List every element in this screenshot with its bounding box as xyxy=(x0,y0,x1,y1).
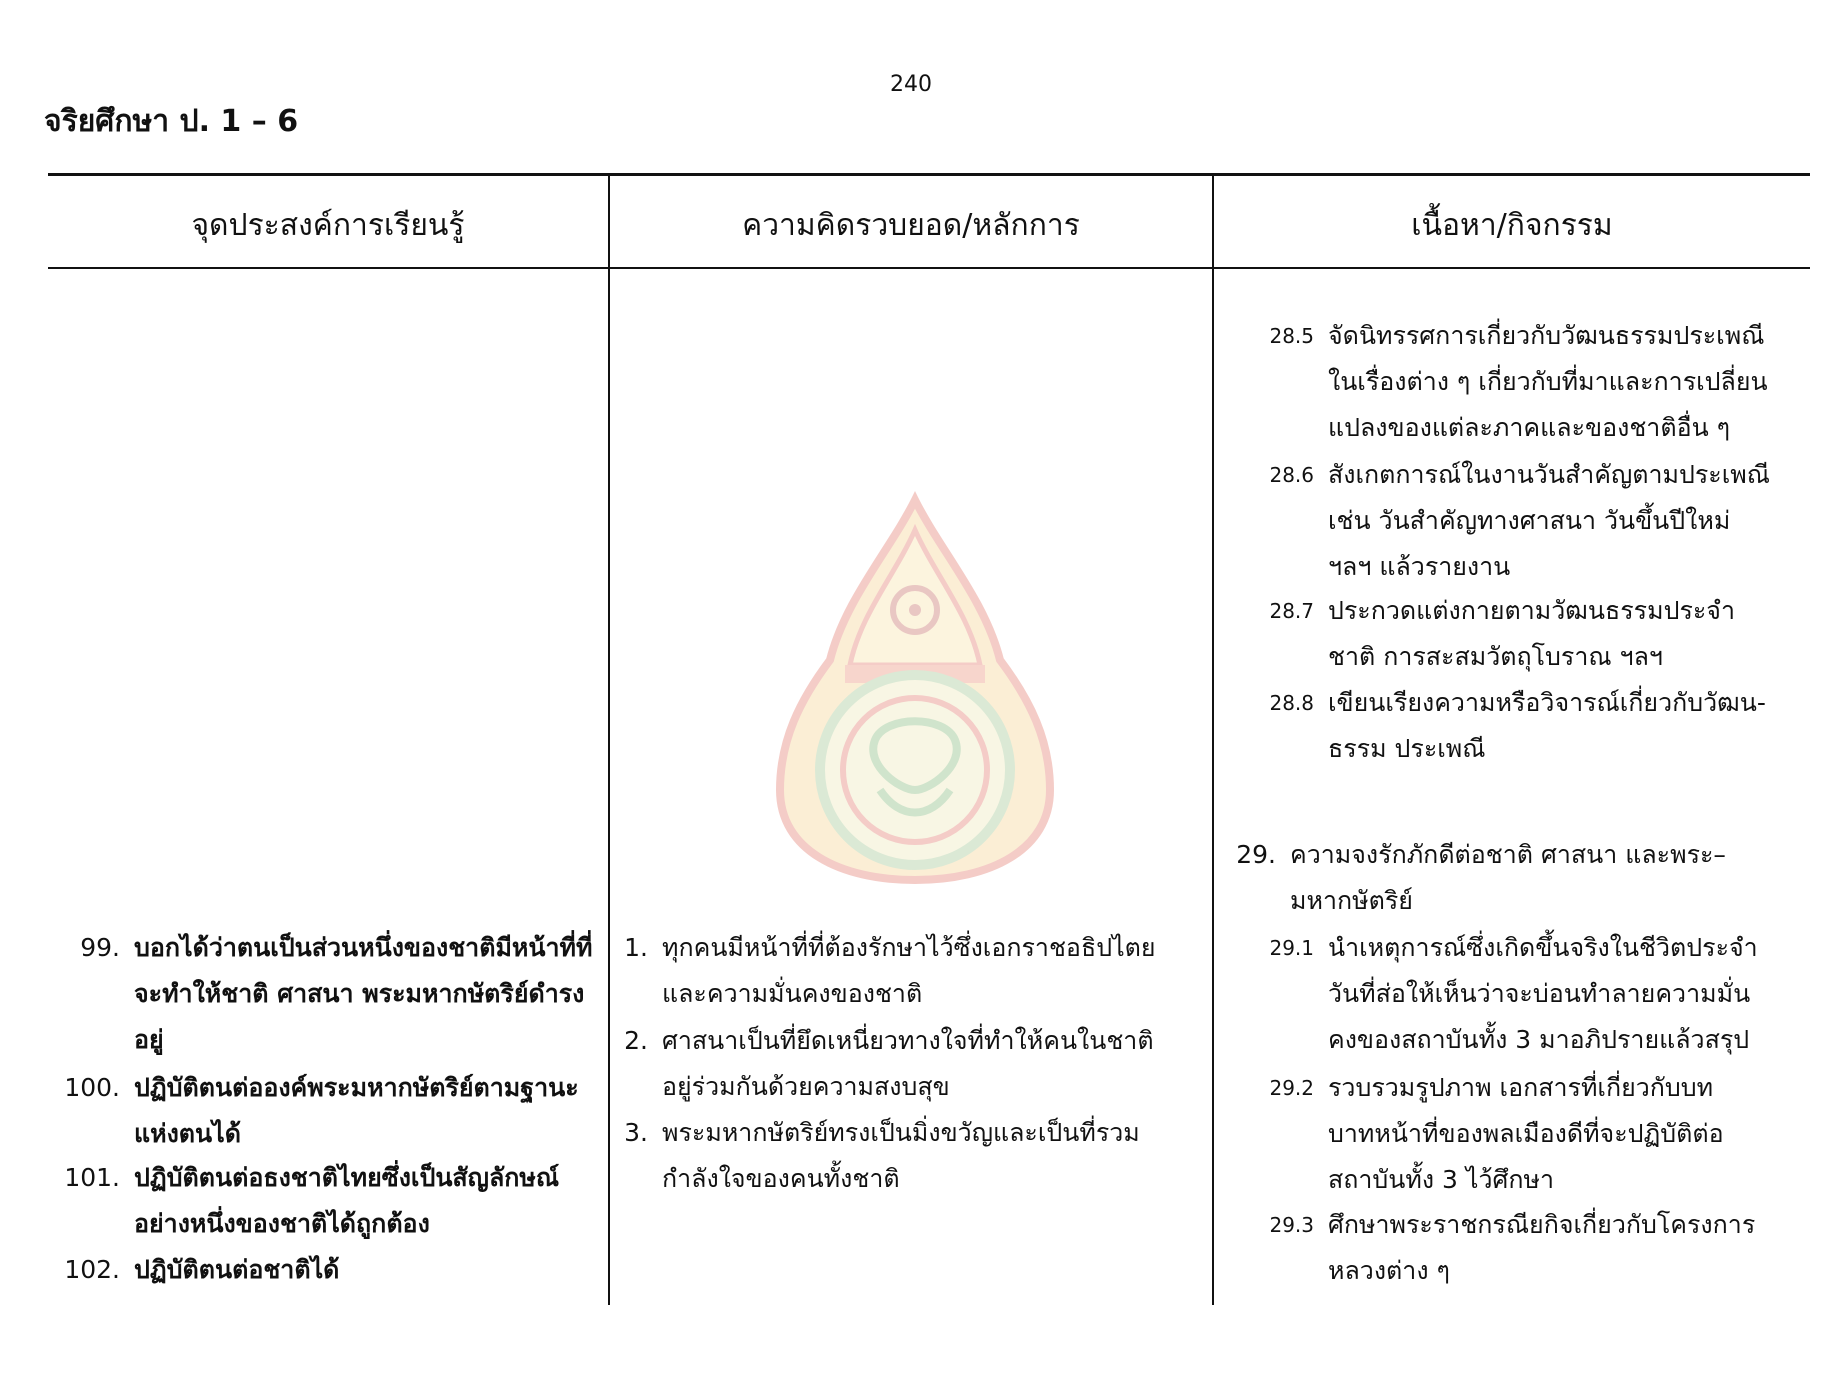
item-number: 28.6 xyxy=(1269,463,1314,487)
item-number: 28.8 xyxy=(1269,691,1314,715)
objective-item-102 xyxy=(50,1247,600,1293)
item-number: 29. xyxy=(1236,840,1276,869)
item-number: 29.2 xyxy=(1269,1076,1314,1100)
item-text: ปฏิบัติตนต่อชาติได้ xyxy=(134,1255,340,1284)
item-number: 3. xyxy=(624,1118,648,1147)
column-divider-1 xyxy=(608,173,610,1305)
item-number: 28.5 xyxy=(1269,324,1314,348)
column-header-content: เนื้อหา/กิจกรรม xyxy=(1411,208,1613,243)
item-text: ประกวดแต่งกายตามวัฒนธรรมประจำ ชาติ การสะสมวัตถุโบราณ ฯลฯ xyxy=(1328,596,1735,671)
objective-item-100 xyxy=(50,1065,600,1157)
item-text: ทุกคนมีหน้าที่ที่ต้องรักษาไว้ซึ่งเอกราชอธิปไตย และความมั่นคงของชาติ xyxy=(662,933,1156,1008)
content-item-28-8 xyxy=(1230,680,1810,772)
item-number: 100. xyxy=(64,1073,120,1102)
document-title: จริยศึกษา ป. 1 – 6 xyxy=(44,104,299,139)
concept-item-3 xyxy=(616,1110,1206,1202)
column-header-concepts: ความคิดรวบยอด/หลักการ xyxy=(742,208,1080,243)
content-item-29-2 xyxy=(1230,1065,1810,1203)
item-number: 101. xyxy=(64,1163,120,1192)
item-text: ศึกษาพระราชกรณียกิจเกี่ยวกับโครงการ หลวงต่าง ๆ xyxy=(1328,1210,1756,1285)
table-top-rule xyxy=(48,173,1810,176)
objective-item-99 xyxy=(50,925,600,1063)
item-number: 2. xyxy=(624,1026,648,1055)
content-item-28-6 xyxy=(1230,452,1810,590)
item-text: บอกได้ว่าตนเป็นส่วนหนึ่งของชาติมีหน้าที่ที่ จะทำให้ชาติ ศาสนา พระมหากษัตริย์ดำรง อยู่ xyxy=(134,933,593,1054)
page-number: 240 xyxy=(890,72,932,97)
item-text: พระมหากษัตริย์ทรงเป็นมิ่งขวัญและเป็นที่รวม กำลังใจของคนทั้งชาติ xyxy=(662,1118,1140,1193)
item-number: 99. xyxy=(80,933,120,962)
item-number: 1. xyxy=(624,933,648,962)
item-text: นำเหตุการณ์ซึ่งเกิดขึ้นจริงในชีวิตประจำ วันที่ส่อให้เห็นว่าจะบ่อนทำลายความมั่น คงของสถาบันทั้ง 3 มาอภิปรายแล้วสรุป xyxy=(1328,933,1758,1054)
office-emblem-watermark xyxy=(760,490,1070,890)
table-header-rule xyxy=(48,267,1810,269)
content-item-29-1 xyxy=(1230,925,1810,1063)
item-text: ความจงรักภักดีต่อชาติ ศาสนา และพระ– มหากษัตริย์ xyxy=(1290,840,1726,915)
content-item-29-3 xyxy=(1230,1202,1810,1294)
item-number: 29.3 xyxy=(1269,1213,1314,1237)
item-text: สังเกตการณ์ในงานวันสำคัญตามประเพณี เช่น วันสำคัญทางศาสนา วันขึ้นปีใหม่ ฯลฯ แล้วรายงาน xyxy=(1328,460,1770,581)
item-text: ปฏิบัติตนต่อองค์พระมหากษัตริย์ตามฐานะ แห่งตนได้ xyxy=(134,1073,579,1148)
item-text: จัดนิทรรศการเกี่ยวกับวัฒนธรรมประเพณี ในเรื่องต่าง ๆ เกี่ยวกับที่มาและการเปลี่ยน แปลงของแต่ละภาคและของชาติอื่น ๆ xyxy=(1328,321,1768,442)
item-text: ศาสนาเป็นที่ยึดเหนี่ยวทางใจที่ทำให้คนในชาติ อยู่ร่วมกันด้วยความสงบสุข xyxy=(662,1026,1154,1101)
item-number: 29.1 xyxy=(1269,936,1314,960)
item-text: ปฏิบัติตนต่อธงชาติไทยซึ่งเป็นสัญลักษณ์ อย่างหนึ่งของชาติได้ถูกต้อง xyxy=(134,1163,560,1238)
column-divider-2 xyxy=(1212,173,1214,1305)
concept-item-2 xyxy=(616,1018,1206,1110)
objective-item-101 xyxy=(50,1155,600,1247)
content-item-29 xyxy=(1224,832,1810,924)
content-item-28-7 xyxy=(1230,588,1810,680)
item-text: รวบรวมรูปภาพ เอกสารที่เกี่ยวกับบท บาทหน้าที่ของพลเมืองดีที่จะปฏิบัติต่อ สถาบันทั้ง 3 ไว้ศึกษา xyxy=(1328,1073,1724,1194)
item-text: เขียนเรียงความหรือวิจารณ์เกี่ยวกับวัฒน- ธรรม ประเพณี xyxy=(1328,688,1766,763)
column-header-objectives: จุดประสงค์การเรียนรู้ xyxy=(191,208,465,243)
item-number: 102. xyxy=(64,1255,120,1284)
content-item-28-5 xyxy=(1230,313,1810,451)
item-number: 28.7 xyxy=(1269,599,1314,623)
concept-item-1 xyxy=(616,925,1206,1017)
